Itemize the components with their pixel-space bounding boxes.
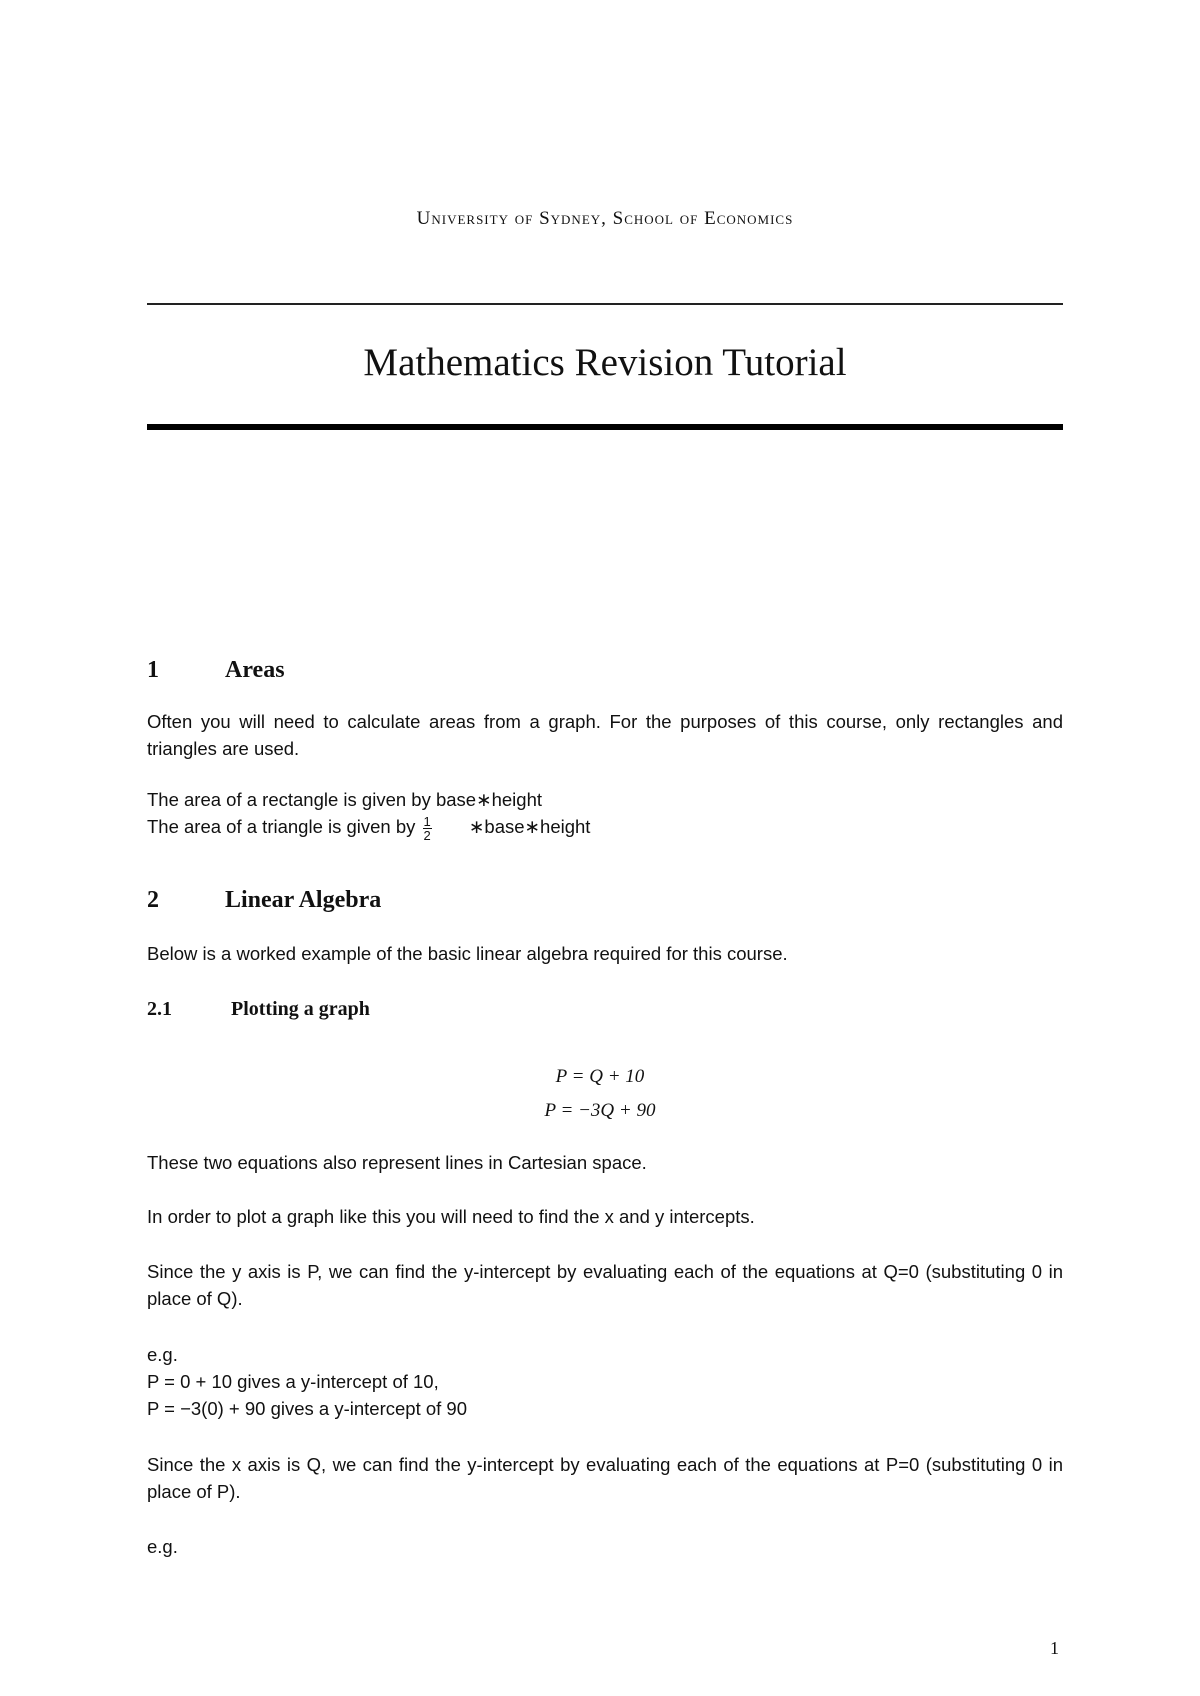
document-title: Mathematics Revision Tutorial	[363, 341, 847, 384]
equation-2: P = −3Q + 90	[544, 1100, 656, 1121]
paragraph-intercepts: In order to plot a graph like this you will need to find the x and y intercepts.	[147, 1206, 755, 1227]
frac-denominator: 2	[423, 827, 431, 843]
equation-1: P = Q + 10	[555, 1066, 645, 1087]
header-rule	[147, 303, 1063, 305]
title-rule	[147, 424, 1063, 430]
rectangle-area-line: The area of a rectangle is given by base∗height	[147, 789, 542, 810]
linear-algebra-intro: Below is a worked example of the basic linear algebra required for this course.	[147, 943, 788, 964]
paragraph-y-intercept: Since the y axis is P, we can find the y-intercept by evaluating each of the equations at Q=0 (substituting 0 in place of Q).	[147, 1261, 1063, 1309]
one-half-fraction	[423, 815, 432, 842]
paragraph-cartesian: These two equations also represent lines in Cartesian space.	[147, 1152, 647, 1173]
section-title: Linear Algebra	[225, 887, 382, 913]
eg-label-1: e.g.	[147, 1344, 178, 1365]
subsection-title: Plotting a graph	[231, 998, 370, 1020]
paragraph-x-intercept: Since the x axis is Q, we can find the y-intercept by evaluating each of the equations at P=0 (substituting 0 in place of P).	[147, 1454, 1063, 1502]
section-heading-areas	[147, 657, 285, 684]
section-title: Areas	[225, 657, 285, 683]
example-line-2: P = −3(0) + 90 gives a y-intercept of 90	[147, 1398, 468, 1419]
page-number: 1	[1050, 1638, 1059, 1658]
areas-paragraph: Often you will need to calculate areas from a graph. For the purposes of this course, only rectangles and triangles are used.	[147, 711, 1063, 759]
institution-header: University of Sydney, School of Economics	[416, 208, 794, 229]
triangle-area-line	[147, 813, 1063, 842]
triangle-prefix: The area of a triangle is given by	[147, 816, 416, 837]
subsection-number: 2.1	[147, 998, 172, 1020]
subsection-heading-plotting	[147, 998, 370, 1021]
section-number: 1	[147, 657, 159, 683]
triangle-suffix: ∗base∗height	[468, 816, 591, 837]
section-number: 2	[147, 887, 159, 913]
frac-numerator: 1	[423, 813, 431, 829]
example-line-1: P = 0 + 10 gives a y-intercept of 10,	[147, 1371, 439, 1392]
eg-label-2: e.g.	[147, 1536, 178, 1557]
section-heading-linear-algebra	[147, 887, 381, 914]
